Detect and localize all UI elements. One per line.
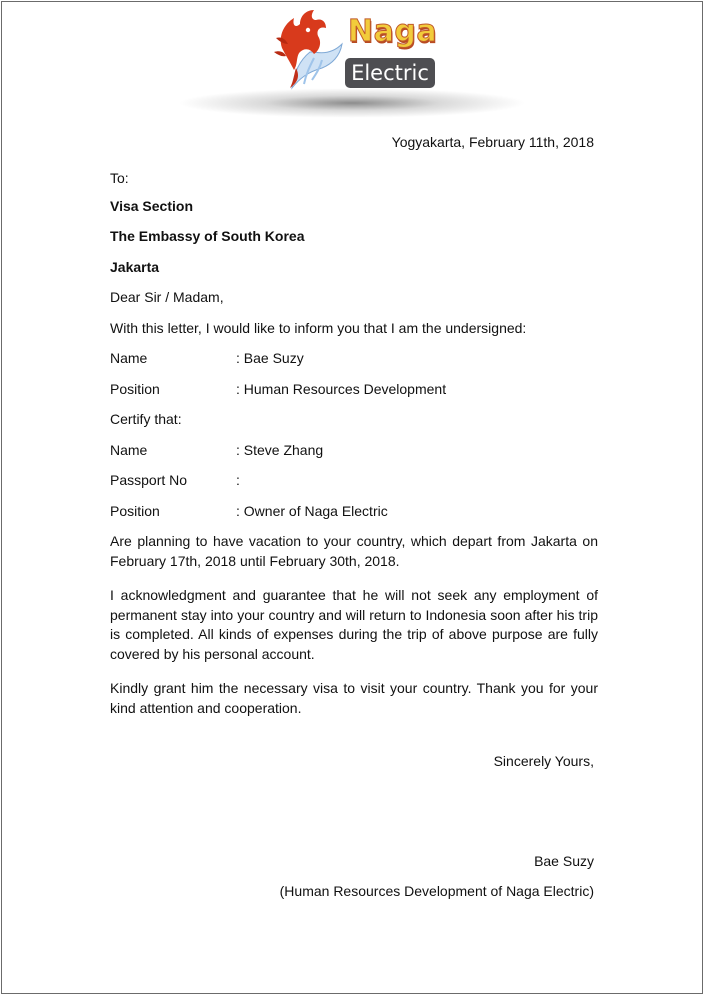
recipient-line: Jakarta [110, 259, 160, 275]
body-paragraph: Are planning to have vacation to your country, which depart from Jakarta on February 17th, 2018 until February 30th, 2018. [110, 533, 598, 569]
letter-page [1, 1, 703, 994]
field-label: Position [110, 503, 160, 519]
field-value: : Human Resources Development [236, 381, 447, 397]
field-value: : Owner of Naga Electric [236, 503, 388, 519]
intro-line: With this letter, I would like to inform you that I am the undersigned: [110, 320, 527, 336]
dragon-icon [270, 8, 348, 92]
body-paragraph: I acknowledgment and guarantee that he will not seek any employment of permanent stay into your country and will return to Indonesia soon after his trip is completed. All kinds of expenses during the trip of above purpose are fully covered by his personal account. [110, 587, 598, 662]
field-label: Name [110, 350, 148, 366]
recipient-line: The Embassy of South Korea [110, 228, 305, 244]
field-value: : [236, 472, 240, 488]
field-label: Name [110, 442, 148, 458]
field-value: : Bae Suzy [236, 350, 304, 366]
field-label: Position [110, 381, 160, 397]
recipient-line: Visa Section [110, 198, 194, 214]
logo-tagline: Electric [345, 58, 435, 88]
to-label: To: [110, 170, 129, 186]
signature-title: (Human Resources Development of Naga Electric) [279, 883, 594, 899]
certify-line: Certify that: [110, 411, 182, 427]
date-line: Yogyakarta, February 11th, 2018 [391, 134, 594, 150]
salutation: Dear Sir / Madam, [110, 289, 224, 305]
field-label: Passport No [110, 472, 188, 488]
logo-name: Naga [348, 14, 438, 49]
field-value: : Steve Zhang [236, 442, 324, 458]
signature-name: Bae Suzy [534, 853, 594, 869]
body-paragraph: Kindly grant him the necessary visa to visit your country. Thank you for your kind attention and cooperation. [110, 680, 598, 716]
closing: Sincerely Yours, [493, 753, 594, 769]
company-logo [268, 8, 440, 100]
